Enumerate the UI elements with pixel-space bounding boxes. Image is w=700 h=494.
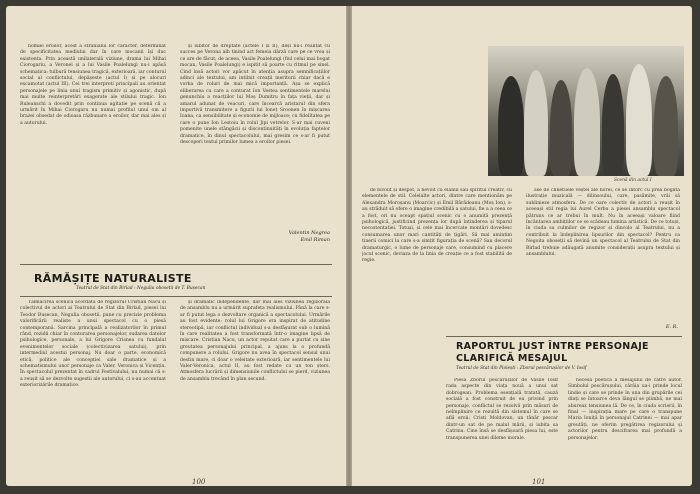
left-col3-text: Tălmăcirea scenică acordată de regizorul Cristian Nacu și colectivul de actori ai Teatrului de Stat din Birlad, piesei lui Teodor Bușecan, Negulia obosetii, pune cu precizie problema valorificării realiste a unui spectacol cu o piesă contemporană. Sarcina principală a realizatorilor în primul rând, rezidă chiar în conturarea personajelor, sudarea datelor psihologice, personale, a lui Grigore Crisnea cu fundalul evenimentelor sociale (colectivizarea satului), prin intermediul acestui personaj. Nu doar o parte, economică etică, politice ale concepției sale dramatice și a schematismului unor personaje ca Valer, Veronica și Vicențiu. În spectacolul prezentat în cadrul Festivalului, nu numai că s-a reușit să se dezvolte sugestii ale autorului, ci s-au accentuat exteriorizările dramatice. — [20, 300, 166, 389]
right-col1-text: de bivolit și despot, a nevoit cu elanul său spiritul creativ, cu elementele de stil. Celelalte actori, dintre care mentionăm pe Alexandra Moroșanu (Moarcic) și Emil Bărădeanu (Moș Ion), s-au străduit să ofere o imagine credibilă a satului, fie a a ceea ce a fost, ori nu oceapt spațiul scenic cu o anumită prezență psihologică, justificind prezența lor după întinderea și tiparul necostentatiei. Totuși, și cele mai încercate montări dovedesc consumarea unor mari cantități de țigări. Să mai amintim tinerii comici la care s-a simțit figurația de scenă? Sau decorul dramaturgic, o lume de personaje care, consumind cu placere jocul scenic, deviaza de la linia de creație ce a fost stabilită de regie. — [362, 188, 512, 264]
photo-caption: Scenă din actul I — [614, 178, 652, 183]
left-page — [6, 6, 346, 486]
left-col1-text: nomiei eroilor, acest a stranialui lor caracter, determinat de specificitatea mediului dar în care mocanii își duc existenta. Prin această unilateralâ viziune, drama lui Mihai Ciorogariu, a Veronei și a lui Vasile Poalelungi nu-i apăsă schematica: tulbură tensiunea tragică, exterioară, iar conturul social al conflictului, depășeste (actul I) și pe alocuri excamotat (actul III). Cei trei interpreti principali au orientat personajele pe linia unui tragism primitiv și agonistic, după mai multe reinterpretări exagerate ale stilului tragic. Ion Ruleanschi a dovedit prin continua agitatie pe scenă că a urmărit în Mihai Ciorogaru nu numai profilul unui om al brazei obsedat de odioasa răzbunare a eroilor, dar mai ales și a autorului. — [20, 44, 166, 126]
right-page — [352, 6, 692, 486]
headline-naturaliste: RĂMĂȘIȚE NATURALISTE — [34, 272, 192, 285]
right-col3-text: Piesa Zborul pescărușilor de Vasile Iosif rada aspecte din viața nouă a unui sat dobrogean. Problema esențială tratată, cauză socială a fost construit de ea privind prin personaje, conflictul se rezolvă prin măsuri de neîmplinire ce rezultă din sistemul în care se află eroii: Cristi Moldovan, un tânăr pescar dintr-un sat de pe malul mării, și iubita sa Catrina. Cine însă se desfășoară piesa lui, este transpunerea unei dileme morale. — [446, 378, 558, 441]
page-number-right: 101 — [532, 478, 546, 486]
subtitle-birlad: Teatrul de Stat din Birlad : Negulia obosetii de T. Bușecan — [76, 286, 206, 291]
section-rule-2 — [20, 296, 332, 297]
left-col2-text: și iubitor de dreptate (actele I și II), deși nu-i realitat cu succes pe Verona alb tinind act femeia dârză care pe ce vrea și ce are de făcut; de aceea, Vasile Poalelungi (fiul celui mai bogat mocan, Vasile Poalelungi) e ispitit să poarte cu ritmul pe sinel. Cind însă actori vor apăcut în atenția asupra semnificațiilor adinci ale textului, am intilnit creații meritorii chiar dacă e vorba de roluri de mai mică importanță. Așa se explică eliberarea cu care a conturat Ion Vestea sentimentele marelui genunchiu a reacțiilor lui Moș Dumitru în fața vieții, dar și amarul adunat de veacuri, care încearcă aristarul din sfera importivă transmitere a figurii lui Ioneț Sroonen în mișcarea Ioana, ca sensibilitate și economie de mijloace; cu fidelitatea pe care o pune Ion Lestoiu în rolul Jipi vetrelor. S-ar mai cuveni pomenite unele stângăcii și discontinuități în evoluția faptelor dramatice, în dinul spectacolului, mai gresim ce s-ar fi putut descoperi textul primilor lumea a eroilor piesei. — [180, 44, 330, 146]
subtitle-ploiesti: Teatrul de Stat din Ploiești : Zborul pescărușilor de V. Iosif — [456, 366, 587, 371]
section-rule — [20, 264, 332, 265]
left-col4-text: și dramatic independente, dar mai ales viziunea regizorală de ansamblu nu a urmărit suprafeța realismului. Până la care s-ar fi putut lega o dezvoltare organică a spectacolului. Urmările au fost evidente: rolul lui Grigore era inspirat de atitudine stereotipă, iar conflictul individual s-a desfășurat sub o lumină în care realitatea a fost transformată într-o imagine lipsă de mișcare. Cristian Nacu, un actor reputat care a purtat cu sine greutatea personajului principal, a ajuns la o profundă compunere a rolului. Grigore nu avea în spectacol sensul unui destin mare, ci doar o veleitate exterioară, iar sentimentele lui Valer-Veronica, actul II, au fost redate cu un ton șters. Atmosfera lucrării și dimensiunile conflictului se pierd, viziunea de ansamblu trecând în plan secund. — [180, 300, 330, 382]
headline-raportul: RAPORTUL JUST ÎNTRE PERSONAJE — [456, 341, 649, 352]
headline-mesajul: CLARIFICĂ MESAJUL — [456, 353, 568, 364]
section-rule-right — [446, 336, 682, 337]
scene-photo — [488, 46, 684, 176]
right-col2-text: ase de clinetuele veștei ale horei, ce se întorc cu prea bogata ilustrație muzicală — dilinsoului, care, pasămite, vrăi să sublinieze atmosfera. De ce oare colectiv de actori a reușit în aceeași stil regia lui Aurel Cerbu a piesei ansamblu spectacol pătruns ce ar trebui în mult. Nu în aceeași valoare fiind încântarea ambițiilor ce se scădeau lumina artistică. De ce totuși, în ciuda sa culmilor de regizor și dincolo al Teatrului, nu a contribuit la îndeplinirea lipsurilor din spectacol? Pentru ca Negoita oboseții să devină un spectacol al Teatrului de Stat din Birlad trebuie adăugată anumite considerații asupra textului și ansamblului. — [526, 188, 680, 258]
right-col4-text: necesa poetică a mesajului de către autor. Simbolul pescărușului, cărăia ua-i prinde locul lindie și care se prinde în una din grupările cei dinți se întoarce deva lângul se plimbă, ne mai abureaz tensiunea lă. De ce, în ciuda scrierii, în final — inspirația mare pe care o transpune Maria Ioniță în personajul Catrinei — mai apar greutăți, ne oferim pregătirea regizorului și actorilor pentru descifrarea mai profundă a personajelor. — [568, 378, 682, 441]
left-signature: Valentin Negrea Emil Riman — [288, 230, 330, 243]
right-signature: E. R. — [665, 324, 678, 330]
page-number-left: 100 — [192, 478, 206, 486]
